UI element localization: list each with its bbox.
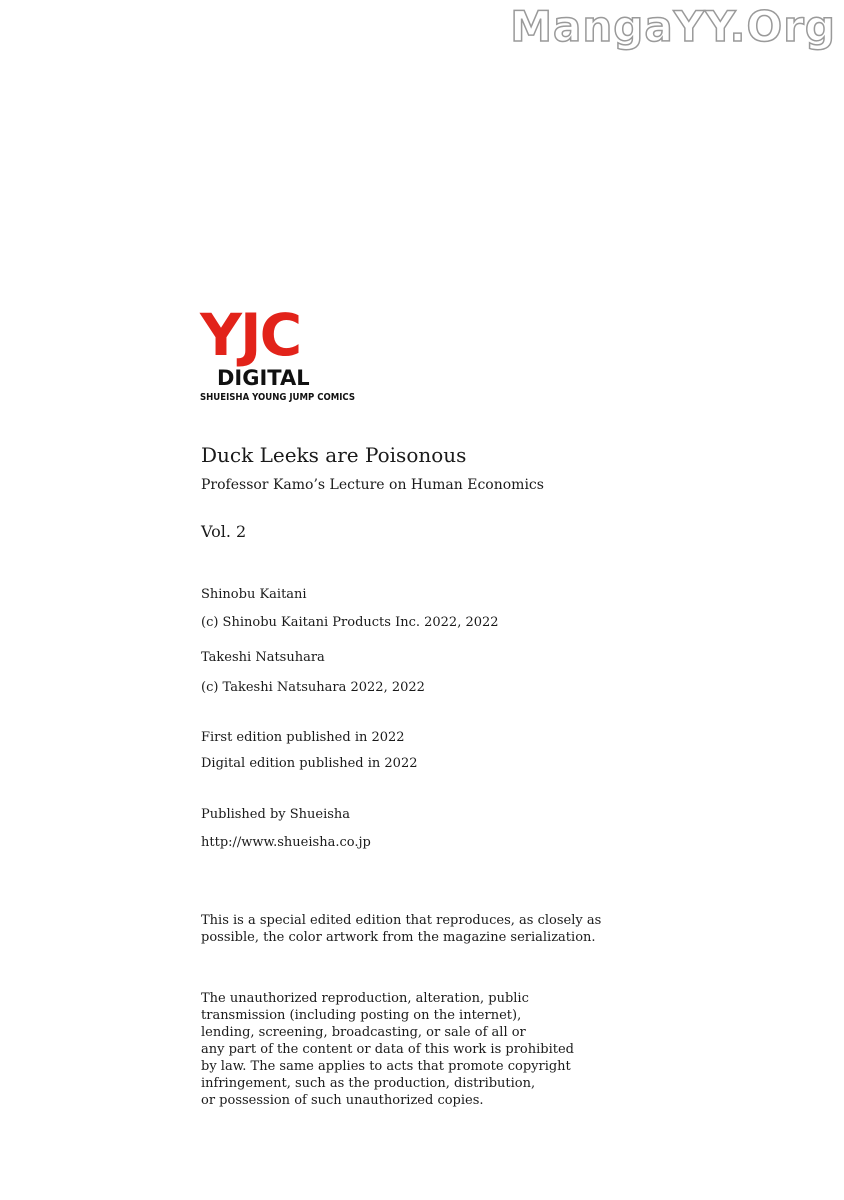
coauthor-copyright: (c) Takeshi Natsuhara 2022, 2022	[201, 680, 425, 695]
digital-edition: Digital edition published in 2022	[201, 756, 418, 771]
book-title: Duck Leeks are Poisonous	[201, 443, 467, 467]
book-subtitle: Professor Kamo’s Lecture on Human Economics	[201, 477, 544, 493]
legal-notice: The unauthorized reproduction, alteration, public transmission (including posting on the internet), lending, screening, broadcasting, or sale of all or any part of the content or data of this work is prohibited by law. The same applies to acts that promote copyright infringement, such as the production, distribution, or possession of such unauthorized copies.	[201, 991, 574, 1108]
special-edition-note: This is a special edited edition that reproduces, as closely as possible, the color artwork from the magazine serialization.	[201, 913, 602, 945]
volume-label: Vol. 2	[201, 522, 247, 541]
logo-digital: DIGITAL	[217, 366, 310, 390]
publisher-line: Published by Shueisha	[201, 807, 351, 822]
logo-brand: YJC	[200, 301, 301, 369]
first-edition: First edition published in 2022	[201, 730, 405, 745]
author-copyright: (c) Shinobu Kaitani Products Inc. 2022, 2022	[201, 615, 499, 630]
author-name: Shinobu Kaitani	[201, 587, 307, 602]
coauthor-name: Takeshi Natsuhara	[201, 650, 325, 665]
publisher-url[interactable]: http://www.shueisha.co.jp	[201, 835, 371, 850]
watermark: MangaYY.Org	[510, 2, 836, 51]
logo-tagline: SHUEISHA YOUNG JUMP COMICS	[200, 392, 356, 403]
